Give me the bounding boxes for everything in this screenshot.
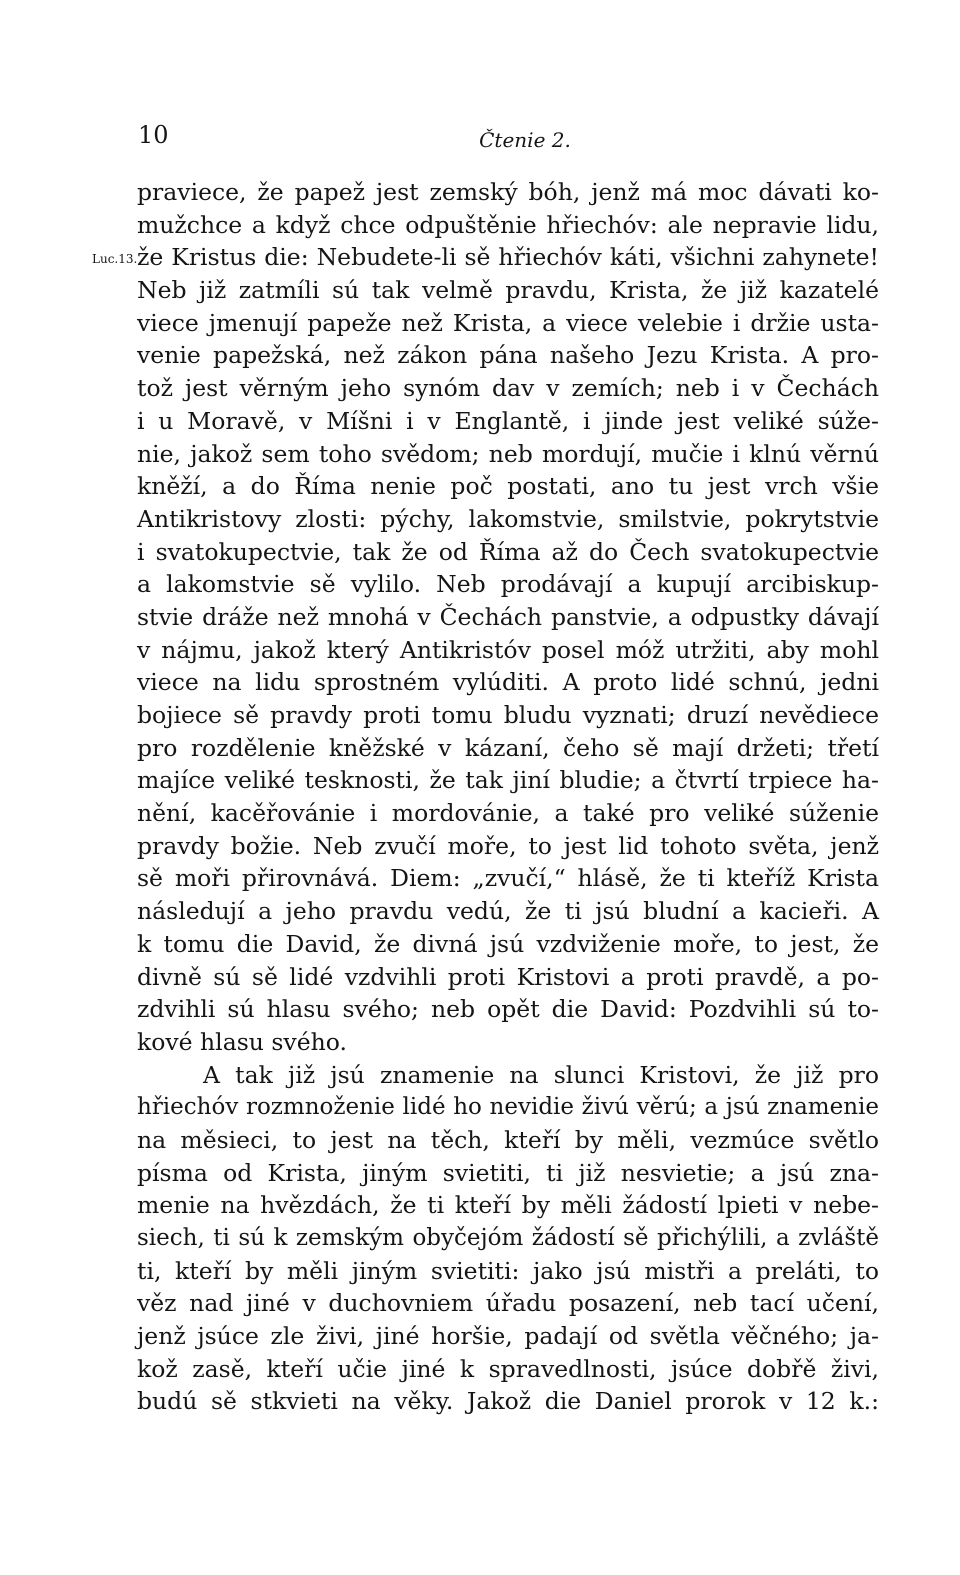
text-line: nění, kacěřovánie i mordovánie, a také pro veliké súženie [137,799,879,828]
text-line: hřiechóv rozmnoženie lidé ho nevidie živú věrú; a jsú znamenie [137,1094,879,1121]
text-line: v nájmu, jakož který Antikristóv posel móž utržiti, aby mohl [137,635,879,664]
text-line: viece na lidu sprostném vylúditi. A proto lidé schnú, jedni [137,668,879,697]
text-line: bojiece sě pravdy proti tomu bludu vyznati; druzí nevědiece [137,701,879,729]
paragraph-1 [137,176,879,1059]
text-line: i u Moravě, v Míšni i v Englantě, i jinde jest veliké súže- [137,406,879,435]
text-line: k tomu die David, že divná jsú vzdviženie moře, to jest, že [137,929,879,958]
text-line: siech, ti sú k zemským obyčejóm žádostí sě přichýlili, a zvláště [137,1225,879,1251]
text-line: i svatokupectvie, tak že od Říma až do Čech svatokupectvie [137,537,879,566]
text-line: A tak již jsú znamenie na slunci Kristovi, že již pro [203,1060,879,1089]
text-line: že Kristus die: Nebudete-li sě hřiechóv káti, všichni zahynete! [137,243,879,272]
text-line: sě moři přirovnává. Diem: „zvučí,“ hlásě, že ti kteříž Krista [137,864,879,893]
text-line: pro rozdělenie kněžské v kázaní, čeho sě mají držeti; třetí [137,733,879,762]
text-line: zdvihli sú hlasu svého; neb opět die David: Pozdvihli sú to- [137,995,879,1024]
paragraph-2 [137,1059,879,1419]
text-line: venie papežská, než zákon pána našeho Jezu Krista. A pro- [137,341,879,370]
text-line: kové hlasu svého. [137,1027,347,1056]
text-line: viece jmenují papeže než Krista, a viece velebie i držie usta- [137,308,879,337]
text-line: tož jest věrným jeho synóm dav v zemích; neb i v Čechách [137,374,879,403]
text-line: pravdy božie. Neb zvučí mořе, to jest lid tohoto světa, jenž [137,831,879,860]
body-text [137,176,879,1418]
text-line: majíce veliké tesknosti, že tak jiní bludie; a čtvrtí trpiece ha- [137,766,879,795]
running-title: Čtenie 2. [479,128,571,152]
text-line: na měsieci, to jest na těch, kteří by měli, vezmúce světlo [137,1125,879,1154]
text-line: ti, kteří by měli jiným svietiti: jako jsú mistři a preláti, to [137,1256,879,1285]
text-line: kož zasě, kteří učie jiné k spravedlnosti, jsúce dobřě živi, [137,1354,879,1383]
text-line: stvie dráže než mnohá v Čechách panstvie, a odpustky dávají [137,602,879,631]
page-number: 10 [138,121,169,149]
text-line: menie na hvězdách, že ti kteří by měli žádostí lpieti v nebe- [137,1191,879,1220]
text-line: věz nad jiné v duchovniem úřadu posazení, neb tací učení, [137,1289,879,1318]
text-line: a lakomstvie sě vylilo. Neb prodávají a kupují arcibiskup- [137,570,879,599]
text-line: nie, jakož sem toho svědom; neb mordují, mučie i klnú věrnú [137,439,879,468]
text-line: Neb již zatmíli sú tak velmě pravdu, Krista, že již kazatelé [137,276,879,305]
text-line: jenž jsúce zle živi, jiné horšie, padají od světla věčného; ja- [137,1322,879,1351]
text-line: následují a jeho pravdu vedú, že ti jsú bludní a kacieři. A [137,897,879,926]
text-line: kněží, a do Říma nenie poč postati, ano tu jest vrch všie [137,472,879,501]
text-line: divně sú sě lidé vzdvihli proti Kristovi a proti pravdě, a po- [137,962,879,991]
text-line: písma od Krista, jiným svietiti, ti již nesvietie; a jsú zna- [137,1158,879,1187]
text-line: Antikristovy zlosti: pýchy, lakomstvie, smilstvie, pokrytstvie [137,504,879,533]
text-line: praviece, že papež jest zemský bóh, jenž má moc dávati ko- [137,178,879,206]
text-line: budú sě stkvieti na věky. Jakož die Daniel prorok v 12 k.: [137,1387,879,1416]
margin-reference: Luc.13. [92,252,138,266]
text-line: mužchce a když chce odpuštěnie hřiechóv: ale nepravie lidu, [137,210,879,239]
